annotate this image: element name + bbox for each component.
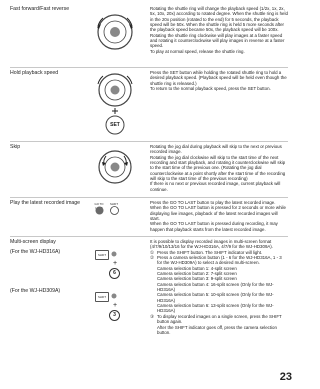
row-description <box>150 239 288 335</box>
multiscreen-intro: It is possible to display recorded images in multi-screen format (4/7/9/10/13/16 for the WJ-HD316A, 4/7/9 for the WJ-HD309A). <box>150 239 273 250</box>
shift-indicator-icon <box>110 293 118 299</box>
shift-button: SHIFT <box>95 292 109 302</box>
row-description: Press the SET button while holding the rotated shuttle ring to hold a desired playback speed. (Playback speed will be held even though the shuttle ring is released.) To return to the normal playback speed, press the SET button. <box>150 70 287 92</box>
go-to-last-icon <box>95 206 104 215</box>
shift-button: SHIFT <box>95 250 109 260</box>
shift-icon <box>110 206 119 215</box>
step-item: ③ To display recorded images on a single screen, press the SHIFT button again. After the SHIFT indicator goes off, press the camera selection button. <box>150 313 282 335</box>
row-hold-speed <box>10 68 288 142</box>
row-description: Press the GO TO LAST button to play the latest recorded image. When the GO TO LAST button is pressed for 2 seconds or more while displaying live images, playback of the latest recorded images will start. When the GO TO LAST button is pressed during recording, it may happen that playback starts from the latest recorded image. <box>150 200 286 232</box>
shuttle-set-icon <box>95 72 135 138</box>
row-description: Rotating the shuttle ring will change the playback speed (1/2x, 1x, 2x, 5x, 10x, 20x) according to rotated degree. When the shuttle ring is held in the 20x position (rotated to the end) for 5 seconds, the playback speed will be 50x. When the shuttle ring is held 5 more seconds after the playback speed became 50x, the playback speed will be 100x. Rotating the shuttle ring clockwise will play images at a faster speed and rotating it counterclockwise will play images in reverse at a faster speed. To play at normal speed, release the shuttle ring. <box>150 6 288 54</box>
camera-button-3: 3 <box>109 310 120 321</box>
row-title: Hold playback speed <box>10 70 59 76</box>
jog-dial-icon <box>95 147 135 187</box>
row-title: Play the latest recorded image <box>10 200 81 206</box>
step-item: ② Press a camera selection button (1 - 6 for the WJ-HD316A, 1 - 3 for the WJ-HD309A) to select a desired multi-screen. Camera selection button 1: 4-split screen Camera selection button 2: 7-split screen Camera selection button 3: 9-split screen Camera selection button 4: 16-split screen (Only for the WJ-HD316A) Camera selection button 5: 10-split screen (Only for the WJ-HD316A) Camera selection button 6: 13-split screen (Only for the WJ-HD316A) <box>150 255 282 314</box>
buttons-309 <box>95 292 125 332</box>
buttons-316 <box>95 250 125 290</box>
row-description: Rotating the jog dial during playback will skip to the next or previous recorded image. Rotating the jog dial clockwise will skip to the start time of the next recording and start playback, and rotating it counterclockwise will skip to the start time of the previous one. (Rotating the jog dial counterclockwise at a point shortly after the start time of the recording will skip to the start time of the previous recording) If there is no next or previous recorded image, current playback will continue. <box>150 144 286 192</box>
row-fast-forward <box>10 4 288 68</box>
row-title: Skip <box>10 144 21 150</box>
camera-button-6: 6 <box>109 268 120 279</box>
row-title: Fast forward/Fast reverse <box>10 6 70 12</box>
set-button-label: SET <box>110 122 120 128</box>
model-label-316: (For the WJ-HD316A) <box>10 249 61 256</box>
row-multiscreen <box>10 237 288 359</box>
plus-icon: + <box>113 260 118 267</box>
row-skip <box>10 142 288 198</box>
go-to-last-button <box>92 202 120 216</box>
step-item: ① Press the SHIFT button. The SHIFT indicator will light. <box>150 249 263 255</box>
row-latest-image <box>10 198 288 237</box>
model-label-309: (For the WJ-HD309A) <box>10 288 61 295</box>
shift-indicator-icon <box>110 251 118 257</box>
plus-icon: + <box>113 302 118 309</box>
go-to-last-label: GO TO <box>94 202 104 206</box>
page-number: 23 <box>279 371 292 383</box>
shuttle-ring-icon <box>95 12 135 52</box>
step-list <box>150 250 288 336</box>
shift-label: SHIFT <box>109 202 119 206</box>
row-title: Multi-screen display <box>10 239 56 245</box>
